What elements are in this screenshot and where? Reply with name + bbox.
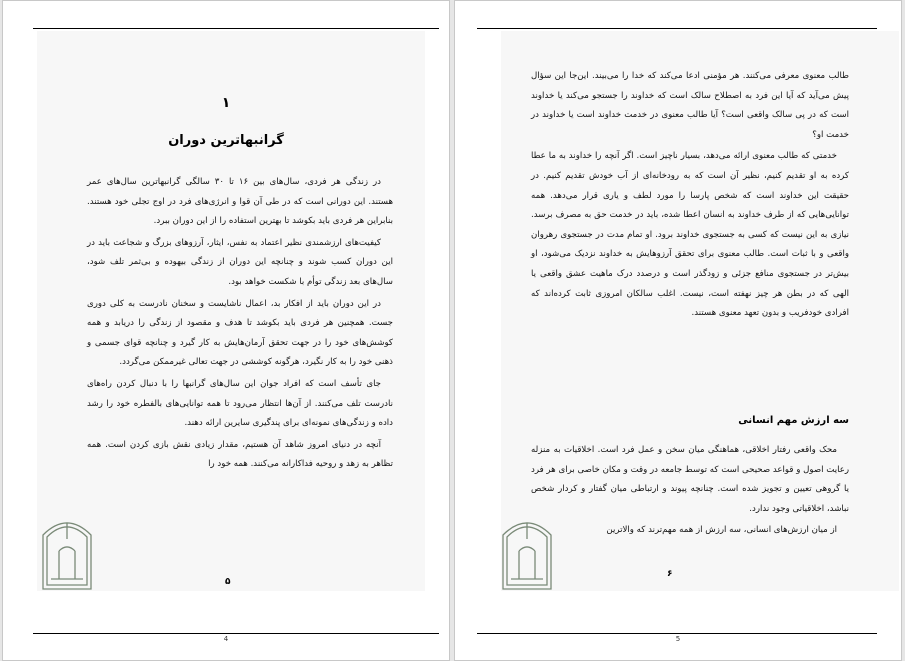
paragraph: در این دوران باید از افکار بد، اعمال ناشایست و سخنان نادرست به کلی دوری جست. همچنین هر فردی باید بکوشد تا هدف و مقصود از زندگی را دریابد و همه کوشش‌های خود را در جهت تحقق آرمان‌هایش به کار گیرد و چنانچه قوای جسمی و ذهنی خود را به کار نگیرد، هرگونه کوششی در جهت تعالی غیرممکن می‌گردد. <box>87 298 393 368</box>
right-body-text <box>531 67 849 326</box>
right-page <box>454 0 902 661</box>
chapter-number: ۱ <box>221 95 231 111</box>
paragraph: محک واقعی رفتار اخلاقی، هماهنگی میان سخن و عمل فرد است. اخلاقیات به منزله رعایت اصول و قواعد صحیحی است که توسط جامعه در وقت و مکان خاصی برای هر فرد یا گروهی تعیین و تجویز شده است. چنانچه پیوند و ارتباطی میان گفتار و کردار شخص نباشد، اخلاقیاتی وجود ندارد. <box>531 445 849 514</box>
left-body-text <box>87 173 393 477</box>
section-body-text <box>531 441 849 543</box>
paragraph: خدمتی که طالب معنوی ارائه می‌دهد، بسیار ناچیز است. اگر آنچه را خداوند به ما عطا کرده به او تقدیم کنیم، نظیر آن است که به رودخانه‌ای از آب خودش تقدیم کنیم. در حقیقت این خداوند است که شخص پارسا را مورد لطف و یاری قرار می‌دهد. همه توانایی‌هایی که از طرف خداوند به انسان اعطا شده، باید در خدمت حق به مصرف برسد. نیازی به این نیست که کسی به جستجوی خداوند برود. او تمام مدت در جستجوی رهروان واقعی و با ثبات است. طالب معنوی برای تحقق آرزوهایش به خداوند نزدیک می‌شود، او بیش‌تر در جستجوی منافع جزئی و زودگذر است و درصدد درک ماهیت عشق واقعی یا الهی که در بطن هر چیز نهفته است، نیست. اغلب سالکان امروزی ثابت کرده‌اند که افرادی خودفریب و بدون تعهد معنوی هستند. <box>531 151 849 319</box>
printed-page-number: ۵ <box>225 577 231 587</box>
paragraph: از میان ارزش‌های انسانی، سه ارزش از همه مهم‌ترند که والاترین <box>606 525 837 536</box>
footer-page-number: 4 <box>223 635 229 643</box>
paragraph: در زندگی هر فردی، سال‌های بین ۱۶ تا ۳۰ سالگی گرانبهاترین سال‌های عمر هستند. این دورانی است که در طی آن قوا و انرژی‌های فرد در اوج تجلی خود هستند. بنابراین هر فردی باید بکوشد تا بهترین استفاده را از این دوران ببرد. <box>87 177 393 227</box>
top-rule <box>33 28 439 29</box>
section-heading: سه ارزش مهم انسانی <box>738 415 849 426</box>
paragraph: جای تأسف است که افراد جوان این سال‌های گرانبها را با دنبال کردن راه‌های نادرست تلف می‌کنند. از آن‌ها انتظار می‌رود تا همه توانایی‌های بالفطره خود را رشد داده و زندگی‌های نمونه‌ای برای پندگیری سایرین ارائه دهند. <box>87 378 393 429</box>
paragraph: طالب معنوی معرفی می‌کنند. هر مؤمنی ادعا می‌کند که خدا را می‌بیند. این‌جا این سؤال پیش می‌آید که آیا این فرد به اصطلاح سالک است که خداوند را جستجو می‌کند یا خداوند است که در پی سالک واقعی است؟ آیا طالب معنوی در خدمت خداوند است یا خداوند در خدمت او؟ <box>531 71 849 140</box>
footer-page-number: 5 <box>675 635 681 643</box>
top-rule <box>477 28 877 29</box>
printed-page-number: ۶ <box>667 569 673 579</box>
paragraph: آنچه در دنیای امروز شاهد آن هستیم، مقدار زیادی نقش بازی کردن است. همه تظاهر به زهد و روحیه فداکارانه می‌کنند. همه خود را <box>87 439 393 470</box>
chapter-title: گرانبهاترین دوران <box>168 133 284 148</box>
left-page <box>2 0 450 661</box>
bottom-rule <box>33 633 439 634</box>
bottom-rule <box>477 633 877 634</box>
paragraph: کیفیت‌های ارزشمندی نظیر اعتماد به نفس، ایثار، آرزوهای بزرگ و شجاعت باید در این دوران کسب شوند و چنانچه این دوران از زندگی بیهوده و بی‌ثمر تلف شود، سال‌های بعد زندگی توأم با شکست خواهد بود. <box>87 237 393 287</box>
library-stamp-icon <box>499 509 555 591</box>
library-stamp-icon <box>39 509 95 591</box>
